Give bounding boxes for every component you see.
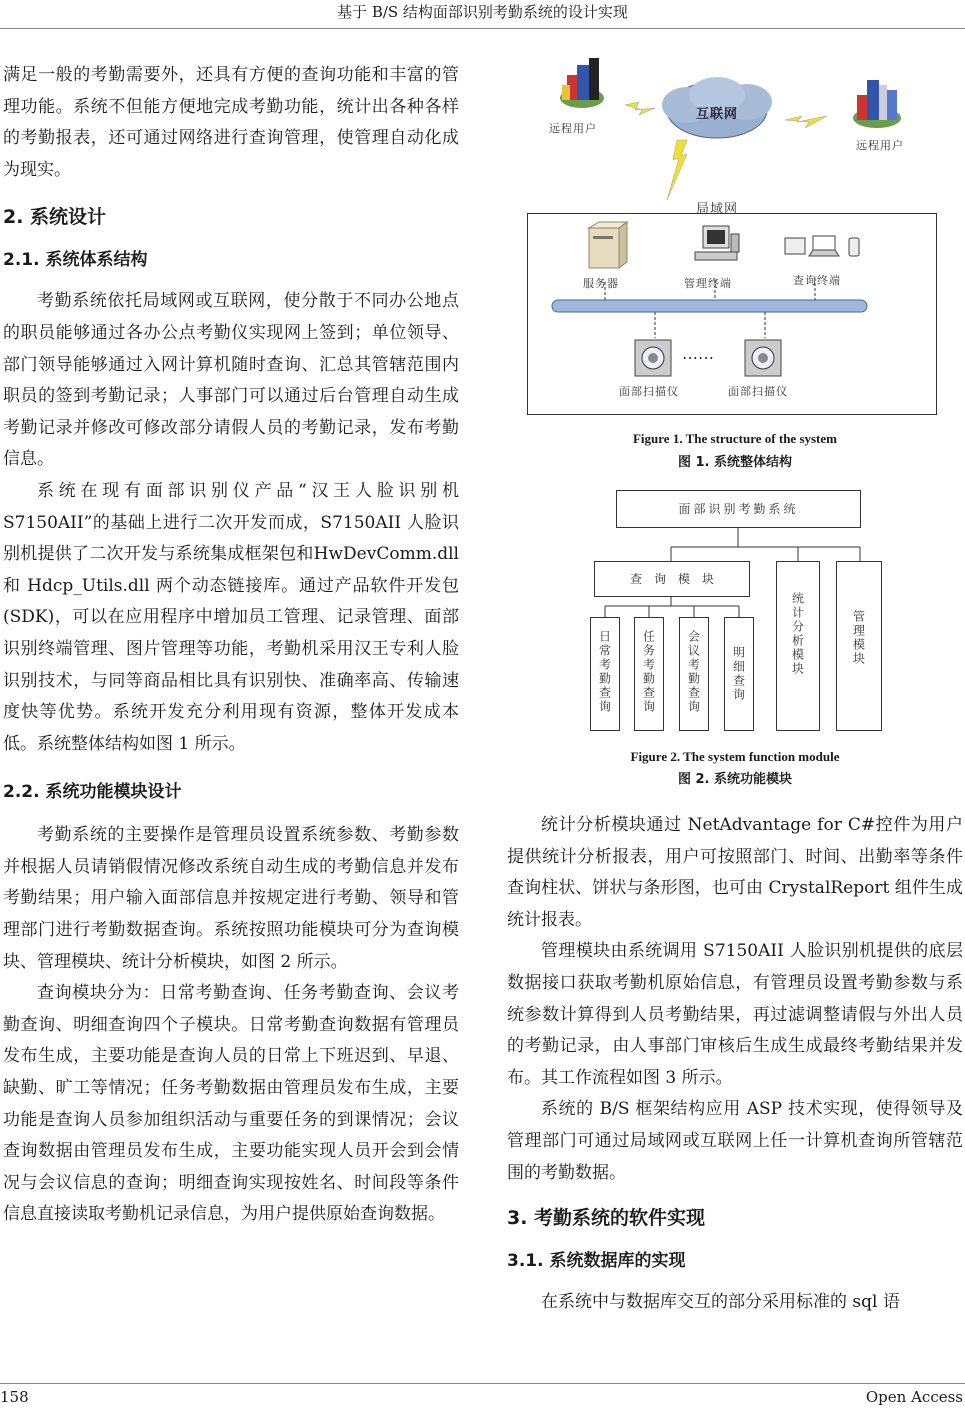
lightning-left-icon <box>625 102 655 115</box>
left-column <box>3 60 459 1231</box>
remote-user-left-icon <box>560 58 604 108</box>
section-2-1-heading: 2.1. 系统体系结构 <box>3 250 148 271</box>
section-2-1-paragraph-2: 系统在现有面部识别仪产品“汉王人脸识别机S7150AII”的基础上进行二次开发而成，S7150AII 人脸识别机提供了二次开发与系统集成框架包和HwDevComm.dll 和 Hdcp_Utils.dll 两个动态链接库。通过产品软件开发包(SDK)，可以在应用程序中增加员工管理、记录管理、面部识别终端管理、图片管理等功能，考勤机采用汉王专利人脸识别技术，与同等商品相比具有识别快、准确率高、传输速度快等优势。系统开发充分利用现有资源，整体开发成本低。系统整体结构如图 1 所示。 <box>3 480 459 754</box>
sub-task-label: 任务考勤查询 <box>641 630 656 714</box>
mgmt-module-label: 管理模块 <box>851 610 866 666</box>
scanner-ellipsis: …… <box>682 344 714 363</box>
figure-2-caption-zh: 图 2. 系统功能模块 <box>677 772 793 787</box>
mgmt-module-box <box>836 561 882 731</box>
query-terminal-label: 查询终端 <box>793 274 841 287</box>
section-3-1-paragraph: 在系统中与数据库交互的部分采用标准的 sql 语 <box>541 1292 900 1313</box>
server-label: 服务器 <box>583 277 619 290</box>
mgmt-module-paragraph: 管理模块由系统调用 S7150AII 人脸识别机提供的底层数据接口获取考勤机原始信息，有管理员设置考勤参数与系统参数计算得到人员考勤结果，再过滤调整请假与外出人员的考勤记录，由人事部门审核后生成生成最终考勤结果并发布。其工作流程如图 3 所示。 <box>507 941 963 1088</box>
section-2-2-heading: 2.2. 系统功能模块设计 <box>3 782 182 803</box>
sub-daily-box <box>590 617 620 731</box>
root-module-label: 面部识别考勤系统 <box>678 502 799 516</box>
header-title: 基于 B/S 结构面部识别考勤系统的设计实现 <box>337 3 628 21</box>
lightning-down-icon <box>667 140 687 200</box>
intro-paragraph: 满足一般的考勤需要外，还具有方便的查询功能和丰富的管理功能。系统不但能方便地完成考勤功能，统计出各种各样的考勤报表，还可通过网络进行查询管理，使管理自动化成为现实。 <box>3 65 459 180</box>
remote-user-left-label: 远程用户 <box>549 122 597 135</box>
query-module-label: 查 询 模 块 <box>629 572 714 586</box>
stats-module-label: 统计分析模块 <box>790 592 805 676</box>
remote-user-right-icon <box>853 80 901 128</box>
management-terminal-label: 管理终端 <box>684 277 732 290</box>
sub-task-box <box>634 617 664 731</box>
right-column <box>507 810 963 1319</box>
stats-module-box <box>776 561 820 731</box>
lightning-right-icon <box>785 116 827 128</box>
section-2-heading: 2. 系统设计 <box>3 206 107 229</box>
sub-detail-box <box>724 617 754 731</box>
bs-architecture-paragraph: 系统的 B/S 框架结构应用 ASP 技术实现，使得领导及管理部门可通过局域网或互联网上任一计算机查询所管辖范围的考勤数据。 <box>507 1099 963 1183</box>
face-scanner-right-label: 面部扫描仪 <box>728 385 788 398</box>
query-module-box <box>594 561 750 597</box>
footer-rule <box>0 1383 965 1384</box>
internet-label: 互联网 <box>696 107 739 122</box>
running-header <box>0 0 965 29</box>
section-3-1-heading: 3.1. 系统数据库的实现 <box>507 1251 686 1272</box>
section-2-1-paragraph-1: 考勤系统依托局域网或互联网，使分散于不同办公地点的职员能够通过各办公点考勤仪实现网上签到；单位领导、部门领导能够通过入网计算机随时查询、汇总其管辖范围内职员的签到考勤记录；人事部门可以通过后台管理自动生成考勤记录并修改可修改部分请假人员的考勤记录，发布考勤信息。 <box>3 291 459 470</box>
sub-daily-label: 日常考勤查询 <box>597 630 612 714</box>
lan-label: 局域网 <box>696 202 739 217</box>
remote-user-right-label: 远程用户 <box>856 139 904 152</box>
figure-1-caption-zh: 图 1. 系统整体结构 <box>677 455 793 470</box>
sub-meeting-box <box>679 617 709 731</box>
stats-module-paragraph: 统计分析模块通过 NetAdvantage for C#控件为用户提供统计分析报表，用户可按照部门、时间、出勤率等条件查询柱状、饼状与条形图，也可由 CrystalReport 组件生成统计报表。 <box>507 815 963 930</box>
section-2-2-paragraph-2: 查询模块分为：日常考勤查询、任务考勤查询、会议考勤查询、明细查询四个子模块。日常考勤查询数据有管理员发布生成，主要功能是查询人员的日常上下班迟到、早退、缺勤、旷工等情况；任务考勤数据由管理员发布生成，主要功能是查询人员参加组织活动与重要任务的到课情况；会议查询数据由管理员发布生成，主要功能实现人员开会到会情况与会议信息的查询；明细查询实现按姓名、时间段等条件信息直接读取考勤机记录信息，为用户提供原始查询数据。 <box>3 983 459 1225</box>
section-2-2-paragraph-1: 考勤系统的主要操作是管理员设置系统参数、考勤参数并根据人员请销假情况修改系统自动生成的考勤信息并发布考勤结果；用户输入面部信息并按规定进行考勤、领导和管理部门进行考勤数据查询。系统按照功能模块可分为查询模块、管理模块、统计分析模块，如图 2 所示。 <box>3 825 459 972</box>
face-scanner-left-label: 面部扫描仪 <box>619 385 679 398</box>
root-module-box <box>616 490 861 528</box>
page-number: 158 <box>0 1388 29 1406</box>
journal-name: Open Access <box>865 1388 963 1406</box>
sub-meeting-label: 会议考勤查询 <box>686 630 701 714</box>
figure-2-caption-en: Figure 2. The system function module <box>630 749 840 764</box>
figure-1-caption-en: Figure 1. The structure of the system <box>632 431 837 446</box>
sub-detail-label: 明细查询 <box>731 646 746 702</box>
section-3-heading: 3. 考勤系统的软件实现 <box>507 1207 706 1230</box>
